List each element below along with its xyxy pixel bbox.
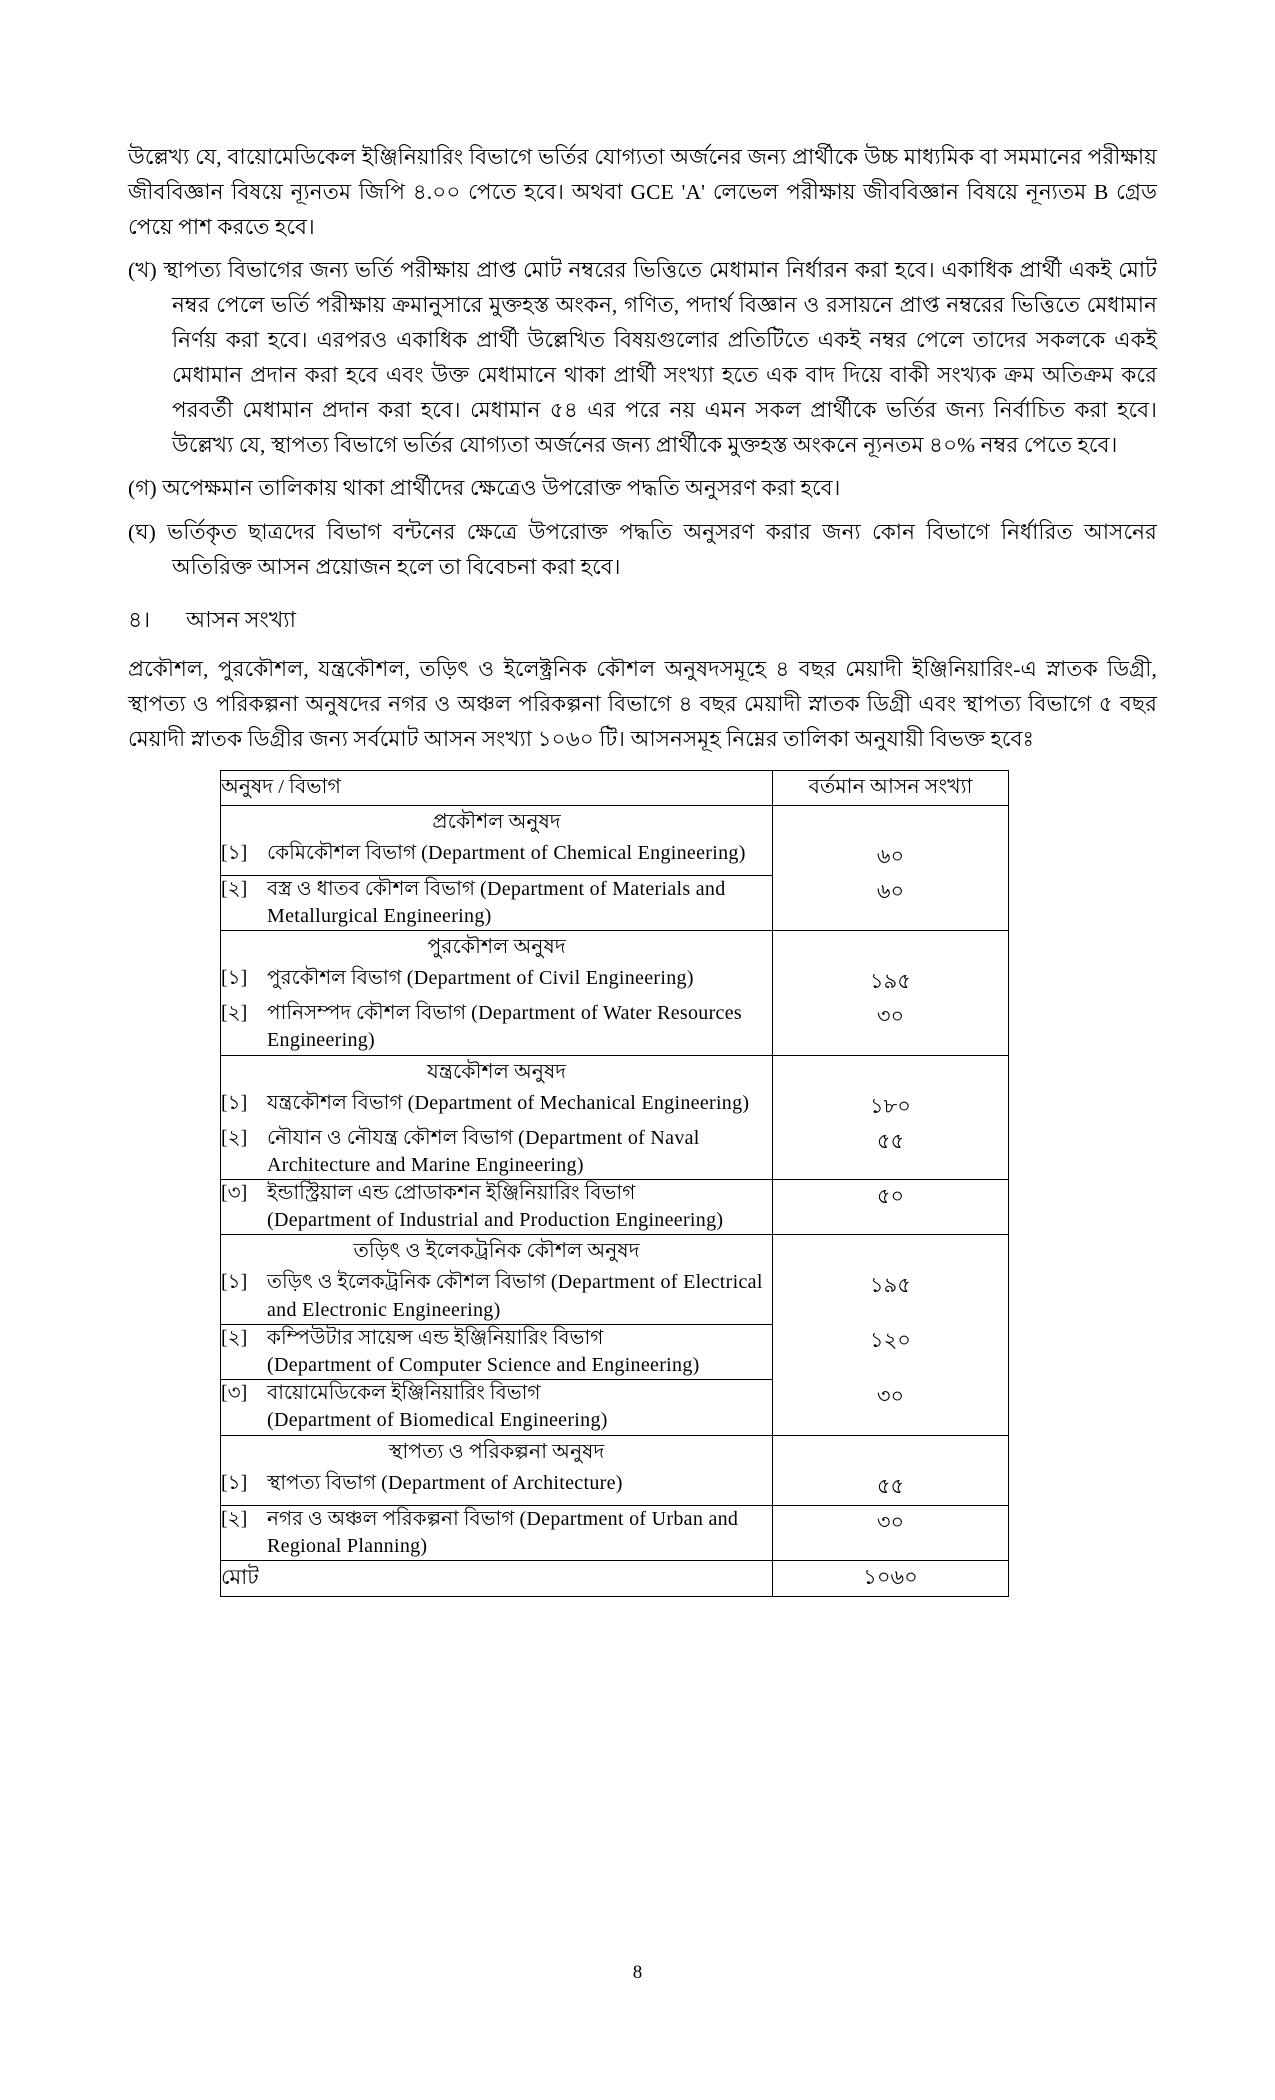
total-label: মোট	[221, 1560, 773, 1596]
faculty-name: যন্ত্রকৌশল অনুষদ	[221, 1055, 773, 1090]
faculty-header-row	[221, 1055, 1009, 1090]
section-number: ৪।	[128, 606, 151, 632]
paragraph-seat-intro: প্রকৌশল, পুরকৌশল, যন্ত্রকৌশল, তড়িৎ ও ইলেক্ট্রনিক কৌশল অনুষদসমূহে ৪ বছর মেয়াদী ইঞ্জিনিয়ারিং-এ স্নাতক ডিগ্রী, স্থাপত্য ও পরিকল্পনা অনুষদের নগর ও অঞ্চল পরিকল্পনা বিভাগে ৪ বছর মেয়াদী স্নাতক ডিগ্রী এবং স্থাপত্য বিভাগে ৫ বছর মেয়াদী স্নাতক ডিগ্রীর জন্য সর্বমোট আসন সংখ্যা ১০৬০ টি। আসনসমূহ নিম্নের তালিকা অনুযায়ী বিভক্ত হবেঃ	[128, 656, 1157, 751]
department-seats: ৩০	[773, 1505, 1009, 1560]
table-row	[221, 1180, 1009, 1235]
clause-marker-gha: (ঘ)	[128, 520, 156, 545]
department-name: বায়োমেডিকেল ইঞ্জিনিয়ারিং বিভাগ (Department of Biomedical Engineering)	[267, 1382, 608, 1432]
department-seats: ১৯৫	[773, 965, 1009, 1000]
department-seats: ১৯৫	[773, 1269, 1009, 1324]
faculty-name: প্রকৌশল অনুষদ	[221, 806, 773, 841]
faculty-header-row	[221, 1235, 1009, 1270]
department-name: স্থাপত্য বিভাগ (Department of Architecture)	[267, 1471, 623, 1494]
faculty-header-row	[221, 806, 1009, 841]
department-cell	[221, 1090, 773, 1125]
department-seats: ৩০	[773, 1000, 1009, 1055]
paragraph-clause-gha	[128, 515, 1157, 585]
department-index: [২]	[221, 1326, 248, 1349]
department-cell	[221, 965, 773, 1000]
department-index: [২]	[221, 1126, 248, 1149]
department-index: [১]	[221, 1271, 248, 1294]
table-row	[221, 875, 1009, 930]
department-cell	[221, 1324, 773, 1379]
paragraph-clause-ga	[128, 471, 1157, 506]
table-row	[221, 1125, 1009, 1180]
clause-text-ga: অপেক্ষমান তালিকায় থাকা প্রার্থীদের ক্ষেত্রেও উপরোক্ত পদ্ধতি অনুসরণ করা হবে।	[162, 476, 841, 501]
department-seats: ৬০	[773, 840, 1009, 875]
table-row	[221, 840, 1009, 875]
faculty-header-row	[221, 931, 1009, 966]
faculty-seats-spacer	[773, 931, 1009, 966]
faculty-seats-spacer	[773, 806, 1009, 841]
department-index: [৩]	[221, 1182, 248, 1205]
total-seats: ১০৬০	[773, 1560, 1009, 1596]
faculty-name: পুরকৌশল অনুষদ	[221, 931, 773, 966]
department-cell	[221, 1269, 773, 1324]
department-seats: ৫৫	[773, 1470, 1009, 1506]
department-name: যন্ত্রকৌশল বিভাগ (Department of Mechanical Engineering)	[267, 1091, 750, 1114]
paragraph-biomedical-note: উল্লেখ্য যে, বায়োমেডিকেল ইঞ্জিনিয়ারিং বিভাগে ভর্তির যোগ্যতা অর্জনের জন্য প্রার্থীকে উচ্চ মাধ্যমিক বা সমমানের পরীক্ষায় জীববিজ্ঞান বিষয়ে ন্যূনতম জিপি ৪.০০ পেতে হবে। অথবা GCE 'A' লেভেল পরীক্ষায় জীববিজ্ঞান বিষয়ে নূন্যতম B গ্রেড পেয়ে পাশ করতে হবে।	[128, 145, 1157, 239]
table-row	[221, 1000, 1009, 1055]
department-index: [১]	[221, 842, 248, 865]
department-index: [১]	[221, 1091, 248, 1114]
department-name: তড়িৎ ও ইলেকট্রনিক কৌশল বিভাগ (Department of Electrical and Electronic Engineering)	[267, 1271, 763, 1321]
paragraph-clause-kha	[128, 253, 1157, 462]
department-name: কম্পিউটার সায়েন্স এন্ড ইঞ্জিনিয়ারিং বিভাগ (Department of Computer Science and Engineering)	[267, 1326, 700, 1376]
department-name: নগর ও অঞ্চল পরিকল্পনা বিভাগ (Department of Urban and Regional Planning)	[267, 1507, 739, 1557]
department-name: নৌযান ও নৌযন্ত্র কৌশল বিভাগ (Department of Naval Architecture and Marine Engineering)	[267, 1126, 700, 1176]
department-name: পানিসম্পদ কৌশল বিভাগ (Department of Water Resources Engineering)	[267, 1002, 742, 1052]
table-row	[221, 1269, 1009, 1324]
clause-text-gha: ভর্তিকৃত ছাত্রদের বিভাগ বন্টনের ক্ষেত্রে উপরোক্ত পদ্ধতি অনুসরণ করার জন্য কোন বিভাগে নির্ধারিত আসনের অতিরিক্ত আসন প্রয়োজন হলে তা বিবেচনা করা হবে।	[167, 520, 1157, 580]
faculty-seats-spacer	[773, 1435, 1009, 1470]
department-cell	[221, 1505, 773, 1560]
table-row	[221, 1090, 1009, 1125]
clause-text-kha: স্থাপত্য বিভাগের জন্য ভর্তি পরীক্ষায় প্রাপ্ত মোট নম্বরের ভিত্তিতে মেধামান নির্ধারন করা হবে। একাধিক প্রার্থী একই মোট নম্বর পেলে ভর্তি পরীক্ষায় ক্রমানুসারে মুক্তহস্ত অংকন, গণিত, পদার্থ বিজ্ঞান ও রসায়নে প্রাপ্ত নম্বরের ভিত্তিতে মেধামান নির্ণয় করা হবে। এরপরও একাধিক প্রার্থী উল্লেখিত বিষয়গুলোর প্রতিটিতে একই নম্বর পেলে তাদের সকলকে একই মেধামান প্রদান করা হবে এবং উক্ত মেধামানে থাকা প্রার্থী সংখ্যা হতে এক বাদ দিয়ে বাকী সংখ্যক ক্রম অতিক্রম করে পরবর্তী মেধামান প্রদান করা হবে। মেধামান ৫৪ এর পরে নয় এমন সকল প্রার্থীকে ভর্তির জন্য নির্বাচিত করা হবে। উল্লেখ্য যে, স্থাপত্য বিভাগে ভর্তির যোগ্যতা অর্জনের জন্য প্রার্থীকে মুক্তহস্ত অংকনে ন্যূনতম ৪০% নম্বর পেতে হবে।	[163, 258, 1157, 457]
department-cell	[221, 840, 773, 875]
department-seats: ১২০	[773, 1324, 1009, 1379]
seat-allocation-table	[220, 770, 1009, 1597]
department-seats: ৩০	[773, 1380, 1009, 1435]
department-index: [২]	[221, 1002, 248, 1025]
department-name: বস্ত্র ও ধাতব কৌশল বিভাগ (Department of Materials and Metallurgical Engineering)	[267, 877, 726, 928]
department-cell	[221, 875, 773, 930]
department-cell	[221, 1180, 773, 1235]
faculty-name: তড়িৎ ও ইলেকট্রনিক কৌশল অনুষদ	[221, 1235, 773, 1270]
section-heading-seat-count	[128, 603, 1157, 640]
faculty-seats-spacer	[773, 1235, 1009, 1270]
department-index: [১]	[221, 1471, 248, 1494]
faculty-header-row	[221, 1435, 1009, 1470]
clause-marker-kha: (খ)	[128, 258, 157, 283]
department-index: [৩]	[221, 1382, 248, 1405]
department-cell	[221, 1380, 773, 1435]
table-row	[221, 1380, 1009, 1435]
department-name: পুরকৌশল বিভাগ (Department of Civil Engineering)	[267, 967, 694, 990]
department-seats: ৫০	[773, 1180, 1009, 1235]
department-index: [১]	[221, 967, 248, 990]
department-index: [২]	[221, 877, 248, 900]
department-cell	[221, 1470, 773, 1506]
page-number: 8	[632, 1962, 643, 1983]
department-index: [২]	[221, 1507, 248, 1530]
faculty-name: স্থাপত্য ও পরিকল্পনা অনুষদ	[221, 1435, 773, 1470]
column-header-department: অনুষদ / বিভাগ	[221, 771, 773, 806]
department-seats: ১৮০	[773, 1090, 1009, 1125]
faculty-seats-spacer	[773, 1055, 1009, 1090]
department-name: ইন্ডাস্ট্রিয়াল এন্ড প্রোডাকশন ইঞ্জিনিয়ারিং বিভাগ (Department of Industrial and Production Engineering)	[267, 1182, 724, 1232]
table-row	[221, 1324, 1009, 1379]
table-header-row	[221, 771, 1009, 806]
department-seats: ৬০	[773, 875, 1009, 930]
table-row	[221, 965, 1009, 1000]
column-header-seats: বর্তমান আসন সংখ্যা	[773, 771, 1009, 806]
section-title: আসন সংখ্যা	[186, 606, 297, 632]
clause-marker-ga: (গ)	[128, 476, 157, 501]
department-seats: ৫৫	[773, 1125, 1009, 1180]
table-row	[221, 1505, 1009, 1560]
table-row	[221, 1470, 1009, 1506]
department-cell	[221, 1000, 773, 1055]
department-name: কেমিকৌশল বিভাগ (Department of Chemical Engineering)	[267, 842, 746, 865]
table-total-row	[221, 1560, 1009, 1596]
department-cell	[221, 1125, 773, 1180]
